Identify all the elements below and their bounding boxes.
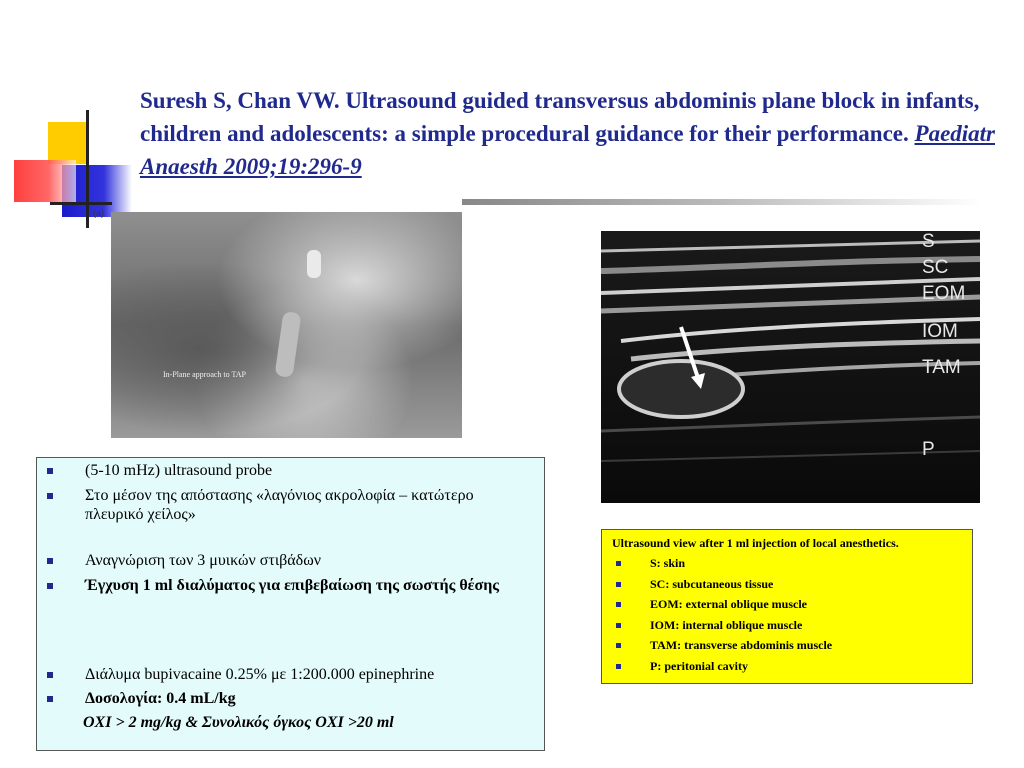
ultrasound-legend-box bbox=[601, 529, 973, 684]
title-journal: Paediatr Anaesth 2009;19:296-9 bbox=[140, 121, 996, 179]
legend-heading: Ultrasound view after 1 ml injection of local anesthetics. bbox=[612, 536, 899, 550]
list-item: Στο μέσον της απόστασης «λαγόνιος ακρολοφία – κατώτερο πλευρικό χείλος» bbox=[85, 487, 474, 523]
bullet-marker bbox=[47, 493, 53, 499]
title-underline-rule bbox=[462, 199, 982, 205]
decorative-yellow-square bbox=[48, 122, 86, 164]
procedure-notes-box bbox=[36, 457, 545, 751]
bullet-marker bbox=[47, 696, 53, 702]
legend-item: EOM: external oblique muscle bbox=[650, 597, 807, 611]
bullet-marker bbox=[47, 558, 53, 564]
slide-title bbox=[140, 84, 1000, 183]
legend-item: TAM: transverse abdominis muscle bbox=[650, 638, 833, 652]
list-item: Διάλυμα bupivacaine 0.25% με 1:200.000 epinephrine bbox=[85, 666, 435, 683]
legend-item: IOM: internal oblique muscle bbox=[650, 618, 803, 632]
decorative-horizontal-line bbox=[50, 202, 112, 205]
photo-panel-label: (a) bbox=[93, 208, 104, 218]
us-label-p: P bbox=[922, 439, 935, 460]
bullet-marker bbox=[47, 672, 53, 678]
legend-item: S: skin bbox=[650, 556, 686, 570]
us-label-s: S bbox=[922, 231, 935, 252]
bullet-marker bbox=[616, 582, 621, 587]
bullet-marker bbox=[616, 643, 621, 648]
bullet-marker bbox=[616, 623, 621, 628]
us-label-sc: SC bbox=[922, 257, 949, 278]
list-item: Έγχυση 1 ml διαλύματος για επιβεβαίωση της σωστής θέσης bbox=[85, 577, 500, 594]
us-label-iom: IOM bbox=[922, 321, 958, 342]
decorative-vertical-line bbox=[86, 110, 89, 228]
photo-caption: In-Plane approach to TAP bbox=[163, 370, 246, 379]
list-item: Δοσολογία: 0.4 mL/kg bbox=[85, 690, 236, 707]
us-label-eom: EOM bbox=[922, 283, 966, 304]
legend-item: SC: subcutaneous tissue bbox=[650, 577, 774, 591]
bullet-marker bbox=[47, 468, 53, 474]
dose-limit-note: ΟΧΙ > 2 mg/kg & Συνολικός όγκος ΟΧΙ >20 ml bbox=[83, 714, 394, 731]
decorative-red-square bbox=[14, 160, 76, 202]
bullet-marker bbox=[47, 583, 53, 589]
us-label-tam: TAM bbox=[922, 357, 961, 378]
legend-item: P: peritonial cavity bbox=[650, 659, 748, 673]
bullet-marker bbox=[616, 602, 621, 607]
bullet-marker bbox=[616, 664, 621, 669]
procedure-photo bbox=[111, 212, 462, 438]
needle-hub bbox=[307, 250, 321, 278]
bullet-marker bbox=[616, 561, 621, 566]
ultrasound-image bbox=[601, 231, 980, 503]
list-item: Αναγνώριση των 3 μυικών στιβάδων bbox=[85, 552, 321, 569]
needle-shaft bbox=[275, 311, 302, 378]
title-citation: Suresh S, Chan VW. Ultrasound guided transversus abdominis plane block in infants, children and adolescents: a simple procedural guidance for their performance. bbox=[140, 88, 980, 146]
list-item: (5-10 mHz) ultrasound probe bbox=[85, 462, 273, 479]
